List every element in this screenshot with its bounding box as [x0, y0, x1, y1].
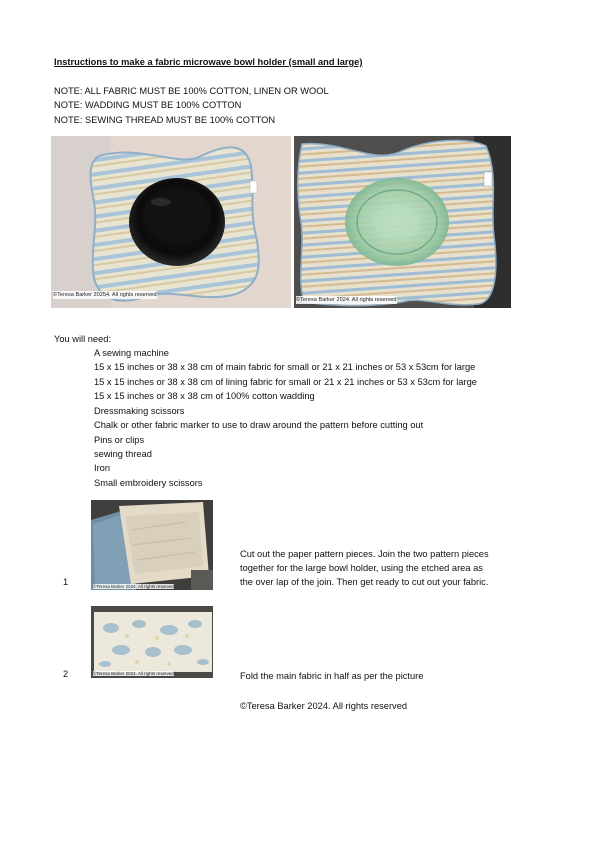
- needs-item: Dressmaking scissors: [94, 406, 185, 416]
- step-1-photo-image: [91, 500, 213, 590]
- photo-small-credit: ©Teresa Barker 20254. All rights reserved: [53, 292, 157, 298]
- step-1-photo: [91, 500, 213, 590]
- needs-item: 15 x 15 inches or 38 x 38 cm of main fabric for small or 21 x 21 inches or 53 x 53cm for large: [94, 362, 476, 372]
- needs-item: sewing thread: [94, 449, 152, 459]
- step-1-number: 1: [63, 577, 69, 587]
- page-title: Instructions to make a fabric microwave bowl holder (small and large): [54, 57, 363, 67]
- step-2-text: [240, 669, 423, 683]
- note-thread: NOTE: SEWING THREAD MUST BE 100% COTTON: [54, 115, 276, 125]
- photo-large-bowl-holder-image: [294, 136, 511, 308]
- step-1-credit: ©Teresa Barker 2024. All rights reserved: [93, 584, 174, 589]
- needs-item: 15 x 15 inches or 38 x 38 cm of 100% cotton wadding: [94, 391, 315, 401]
- step-1-line: the over lap of the join. Then get ready to cut out your fabric.: [240, 577, 489, 587]
- needs-heading: You will need:: [54, 334, 112, 344]
- photo-small-bowl-holder: [51, 136, 291, 308]
- needs-item: A sewing machine: [94, 348, 169, 358]
- step-2-number: 2: [63, 669, 69, 679]
- note-fabric: NOTE: ALL FABRIC MUST BE 100% COTTON, LINEN OR WOOL: [54, 86, 329, 96]
- footer-copyright: ©Teresa Barker 2024. All rights reserved: [240, 701, 408, 711]
- needs-item: Small embroidery scissors: [94, 478, 203, 488]
- step-1-line: Cut out the paper pattern pieces. Join the two pattern pieces: [240, 549, 489, 559]
- needs-item: Chalk or other fabric marker to use to draw around the pattern before cutting out: [94, 420, 424, 430]
- note-wadding: NOTE: WADDING MUST BE 100% COTTON: [54, 100, 242, 110]
- needs-item: Iron: [94, 463, 111, 473]
- photo-large-bowl-holder: [294, 136, 511, 308]
- step-2-photo: [91, 606, 213, 678]
- step-2-line: Fold the main fabric in half as per the picture: [240, 671, 424, 681]
- photo-large-credit: ©Teresa Barker 2024. All rights reserved: [296, 297, 397, 303]
- step-2-photo-image: [91, 606, 213, 678]
- needs-item: Pins or clips: [94, 435, 145, 445]
- needs-item: 15 x 15 inches or 38 x 38 cm of lining fabric for small or 21 x 21 inches or 53 x 53cm for large: [94, 377, 477, 387]
- photo-small-bowl-holder-image: [51, 136, 291, 308]
- step-1-text: [240, 547, 489, 589]
- step-1-line: together for the large bowl holder, using the etched area as: [240, 563, 483, 573]
- step-2-credit: ©Teresa Barker 2024. All rights reserved: [93, 671, 174, 676]
